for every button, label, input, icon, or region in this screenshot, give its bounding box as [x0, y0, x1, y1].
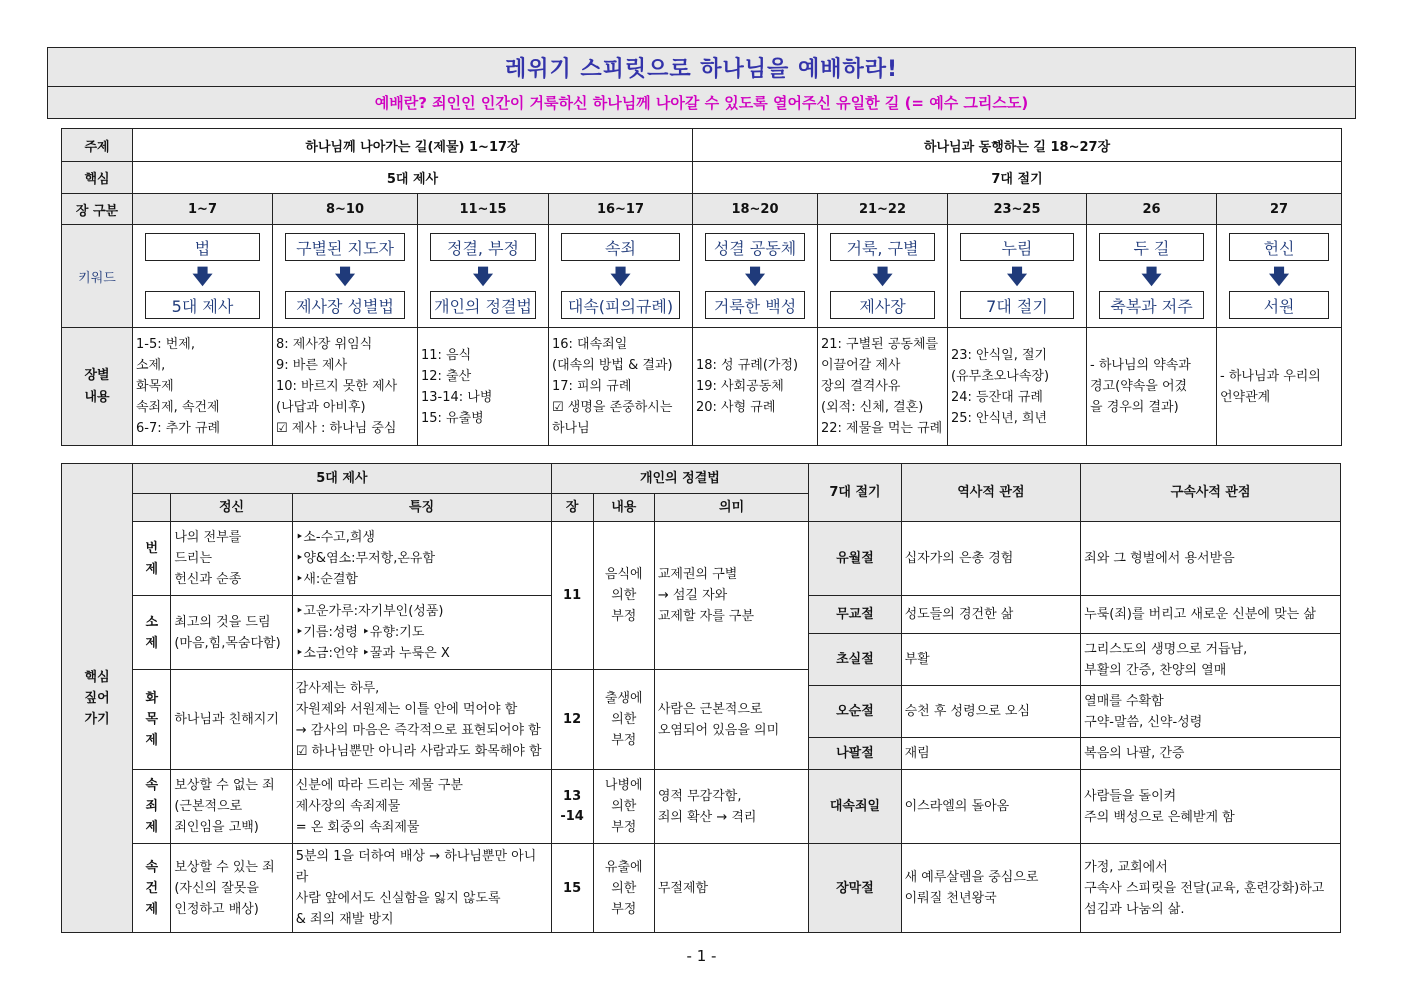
- keyword-cell: [133, 225, 273, 328]
- header-content: 내용: [593, 494, 654, 522]
- offering-spirit: 최고의 것을 드림 (마음,힘,목숨다함): [171, 596, 292, 670]
- details-side-label: 핵심 짚어 가기: [62, 464, 133, 933]
- purity-meaning: 무절제함: [654, 844, 808, 933]
- feast-historical: 십자가의 은총 경험: [901, 522, 1081, 596]
- purity-chapter: 15: [551, 844, 593, 933]
- header-features: 특징: [292, 494, 551, 522]
- feast-historical: 새 예루살렘을 중심으로 이뤄질 천년왕국: [901, 844, 1081, 933]
- offering-name: 속 죄 제: [133, 770, 171, 844]
- chapter-contents: 8: 제사장 위임식 9: 바른 제사 10: 바르지 못한 제사 (나답과 아비후) ☑ 제사 : 하나님 중심: [273, 328, 418, 446]
- purity-content: 유출에 의한 부정: [593, 844, 654, 933]
- keyword-bottom: 제사장 성별법: [285, 291, 405, 319]
- page-title: 레위기 스피릿으로 하나님을 예배하라!: [47, 47, 1356, 87]
- overview-table: [61, 128, 1342, 446]
- arrow-down-icon: 🡇: [192, 264, 213, 288]
- chapter-contents: 16: 대속죄일 (대속의 방법 & 결과) 17: 피의 규례 ☑ 생명을 존중하시는 하나님: [549, 328, 693, 446]
- purity-meaning: 교제권의 구별 → 섬길 자와 교제할 자를 구분: [654, 522, 808, 670]
- arrow-down-icon: 🡇: [872, 264, 893, 288]
- feast-redemptive: 열매를 수확함 구약-말씀, 신약-성령: [1081, 686, 1341, 738]
- keyword-bottom: 서원: [1229, 291, 1329, 319]
- chapter-contents: - 하나님의 약속과 경고(약속을 어겼 을 경우의 결과): [1087, 328, 1217, 446]
- keyword-top: 구별된 지도자: [285, 233, 405, 261]
- keyword-top: 두 길: [1099, 233, 1204, 261]
- purity-chapter: 13 -14: [551, 770, 593, 844]
- row-label-theme: 주제: [62, 129, 133, 162]
- core-cell-1: 5대 제사: [133, 162, 693, 194]
- purity-meaning: 영적 무감각함, 죄의 확산 → 격리: [654, 770, 808, 844]
- header-chapter: 장: [551, 494, 593, 522]
- purity-meaning: 사람은 근본적으로 오염되어 있음을 의미: [654, 670, 808, 770]
- chapter-contents: - 하나님과 우리의 언약관계: [1217, 328, 1342, 446]
- keyword-bottom: 축복과 저주: [1099, 291, 1204, 319]
- keyword-top: 거룩, 구별: [830, 233, 935, 261]
- chapter-range: 1~7: [133, 194, 273, 225]
- page-number: - 1 -: [686, 947, 717, 965]
- feast-historical: 이스라엘의 돌아옴: [901, 770, 1081, 844]
- offering-name: 화 목 제: [133, 670, 171, 770]
- offering-features: 신분에 따라 드리는 제물 구분 제사장의 속죄제물 = 온 회중의 속죄제물: [292, 770, 551, 844]
- purity-content: 출생에 의한 부정: [593, 670, 654, 770]
- chapter-range: 23~25: [948, 194, 1087, 225]
- keyword-cell: [818, 225, 948, 328]
- keyword-cell: [1087, 225, 1217, 328]
- theme-cell-1: 하나님께 나아가는 길(제물) 1~17장: [133, 129, 693, 162]
- feast-historical: 승천 후 성령으로 오심: [901, 686, 1081, 738]
- core-cell-2: 7대 절기: [693, 162, 1342, 194]
- chapter-range: 11~15: [418, 194, 549, 225]
- theme-cell-2: 하나님과 동행하는 길 18~27장: [693, 129, 1342, 162]
- header-historical: 역사적 관점: [901, 464, 1081, 522]
- arrow-down-icon: 🡇: [1006, 264, 1028, 288]
- feast-redemptive: 가정, 교회에서 구속사 스피릿을 전달(교육, 훈련강화)하고 섬김과 나눔의 삶.: [1081, 844, 1341, 933]
- offering-name: 소 제: [133, 596, 171, 670]
- feast-historical: 성도들의 경건한 삶: [901, 596, 1081, 634]
- keyword-cell: [273, 225, 418, 328]
- keyword-top: 정결, 부정: [430, 233, 536, 261]
- offering-spirit: 나의 전부를 드리는 헌신과 순종: [171, 522, 292, 596]
- row-label-core: 핵심: [62, 162, 133, 194]
- feast-name: 나팔절: [809, 738, 901, 770]
- feast-redemptive: 복음의 나팔, 간증: [1081, 738, 1341, 770]
- keyword-top: 성결 공동체: [705, 233, 805, 261]
- feast-redemptive: 사람들을 돌이켜 주의 백성으로 은혜받게 함: [1081, 770, 1341, 844]
- chapter-range: 16~17: [549, 194, 693, 225]
- chapter-contents: 1-5: 번제, 소제, 화목제 속죄제, 속건제 6-7: 추가 규례: [133, 328, 273, 446]
- chapter-contents: 21: 구별된 공동체를 이끌어갈 제사 장의 결격사유 (외적: 신체, 결혼) 22: 제물을 먹는 규례: [818, 328, 948, 446]
- chapter-range: 21~22: [818, 194, 948, 225]
- chapter-range: 27: [1217, 194, 1342, 225]
- feast-redemptive: 그리스도의 생명으로 거듭남, 부활의 간증, 찬양의 열매: [1081, 634, 1341, 686]
- keyword-cell: [1217, 225, 1342, 328]
- row-label-chapters: 장 구분: [62, 194, 133, 225]
- offering-features: 감사제는 하루, 자원제와 서원제는 이틀 안에 먹어야 함 → 감사의 마음은 즉각적으로 표현되어야 함 ☑ 하나님뿐만 아니라 사람과도 화목해야 함: [292, 670, 551, 770]
- offering-spirit: 보상할 수 있는 죄 (자신의 잘못을 인정하고 배상): [171, 844, 292, 933]
- feast-historical: 재림: [901, 738, 1081, 770]
- chapter-contents: 18: 성 규례(가정) 19: 사회공동체 20: 사형 규례: [693, 328, 818, 446]
- arrow-down-icon: 🡇: [1268, 264, 1290, 288]
- chapter-range: 26: [1087, 194, 1217, 225]
- page-subtitle: 예배란? 죄인인 인간이 거룩하신 하나님께 나아갈 수 있도록 열어주신 유일한 길 (= 예수 그리스도): [47, 87, 1356, 119]
- arrow-down-icon: 🡇: [610, 264, 631, 288]
- arrow-down-icon: 🡇: [472, 264, 494, 288]
- keyword-bottom: 개인의 정결법: [430, 291, 536, 319]
- offering-name: 번 제: [133, 522, 171, 596]
- keyword-bottom: 7대 절기: [960, 291, 1074, 319]
- purity-chapter: 11: [551, 522, 593, 670]
- arrow-down-icon: 🡇: [744, 264, 766, 288]
- keyword-cell: [693, 225, 818, 328]
- keyword-cell: [418, 225, 549, 328]
- header-redemptive: 구속사적 관점: [1081, 464, 1341, 522]
- offering-features: ‣고운가루:자기부인(성품) ‣기름:성령 ‣유향:기도 ‣소금:언약 ‣꿀과 누룩은 X: [292, 596, 551, 670]
- details-table: [61, 463, 1341, 933]
- purity-content: 음식에 의한 부정: [593, 522, 654, 670]
- chapter-contents: 11: 음식 12: 출산 13-14: 나병 15: 유출병: [418, 328, 549, 446]
- feast-name: 대속죄일: [809, 770, 901, 844]
- keyword-top: 법: [145, 233, 260, 261]
- header-spirit: 정신: [171, 494, 292, 522]
- feast-name: 초실절: [809, 634, 901, 686]
- header-meaning: 의미: [654, 494, 808, 522]
- offering-spirit: 보상할 수 없는 죄 (근본적으로 죄인임을 고백): [171, 770, 292, 844]
- feast-name: 무교절: [809, 596, 901, 634]
- keyword-top: 누림: [960, 233, 1074, 261]
- header-purity: 개인의 정결법: [551, 464, 809, 494]
- feast-historical: 부활: [901, 634, 1081, 686]
- keyword-cell: [948, 225, 1087, 328]
- header-feasts: 7대 절기: [809, 464, 901, 522]
- purity-chapter: 12: [551, 670, 593, 770]
- feast-name: 장막절: [809, 844, 901, 933]
- keyword-bottom: 대속(피의규례): [561, 291, 680, 319]
- feast-redemptive: 죄와 그 형벌에서 용서받음: [1081, 522, 1341, 596]
- keyword-bottom: 거룩한 백성: [705, 291, 805, 319]
- feast-redemptive: 누룩(죄)를 버리고 새로운 신분에 맞는 삶: [1081, 596, 1341, 634]
- keyword-bottom: 제사장: [830, 291, 935, 319]
- keyword-bottom: 5대 제사: [145, 291, 260, 319]
- chapter-contents: 23: 안식일, 절기 (유무초오나속장) 24: 등잔대 규례 25: 안식년, 희년: [948, 328, 1087, 446]
- purity-content: 나병에 의한 부정: [593, 770, 654, 844]
- arrow-down-icon: 🡇: [334, 264, 356, 288]
- offering-features: ‣소-수고,희생 ‣양&염소:무저항,온유함 ‣새:순결함: [292, 522, 551, 596]
- keyword-top: 속죄: [561, 233, 680, 261]
- header-five-offerings: 5대 제사: [133, 464, 551, 494]
- offering-spirit: 하나님과 친해지기: [171, 670, 292, 770]
- feast-name: 오순절: [809, 686, 901, 738]
- row-label-contents: 장별 내용: [62, 328, 133, 446]
- arrow-down-icon: 🡇: [1141, 264, 1162, 288]
- keyword-cell: [549, 225, 693, 328]
- row-label-keywords: 키워드: [62, 225, 133, 328]
- chapter-range: 18~20: [693, 194, 818, 225]
- offering-name: 속 건 제: [133, 844, 171, 933]
- feast-name: 유월절: [809, 522, 901, 596]
- keyword-top: 헌신: [1229, 233, 1329, 261]
- offering-features: 5분의 1을 더하여 배상 → 하나님뿐만 아니라 사람 앞에서도 신실함을 잃지 않도록 & 죄의 재발 방지: [292, 844, 551, 933]
- chapter-range: 8~10: [273, 194, 418, 225]
